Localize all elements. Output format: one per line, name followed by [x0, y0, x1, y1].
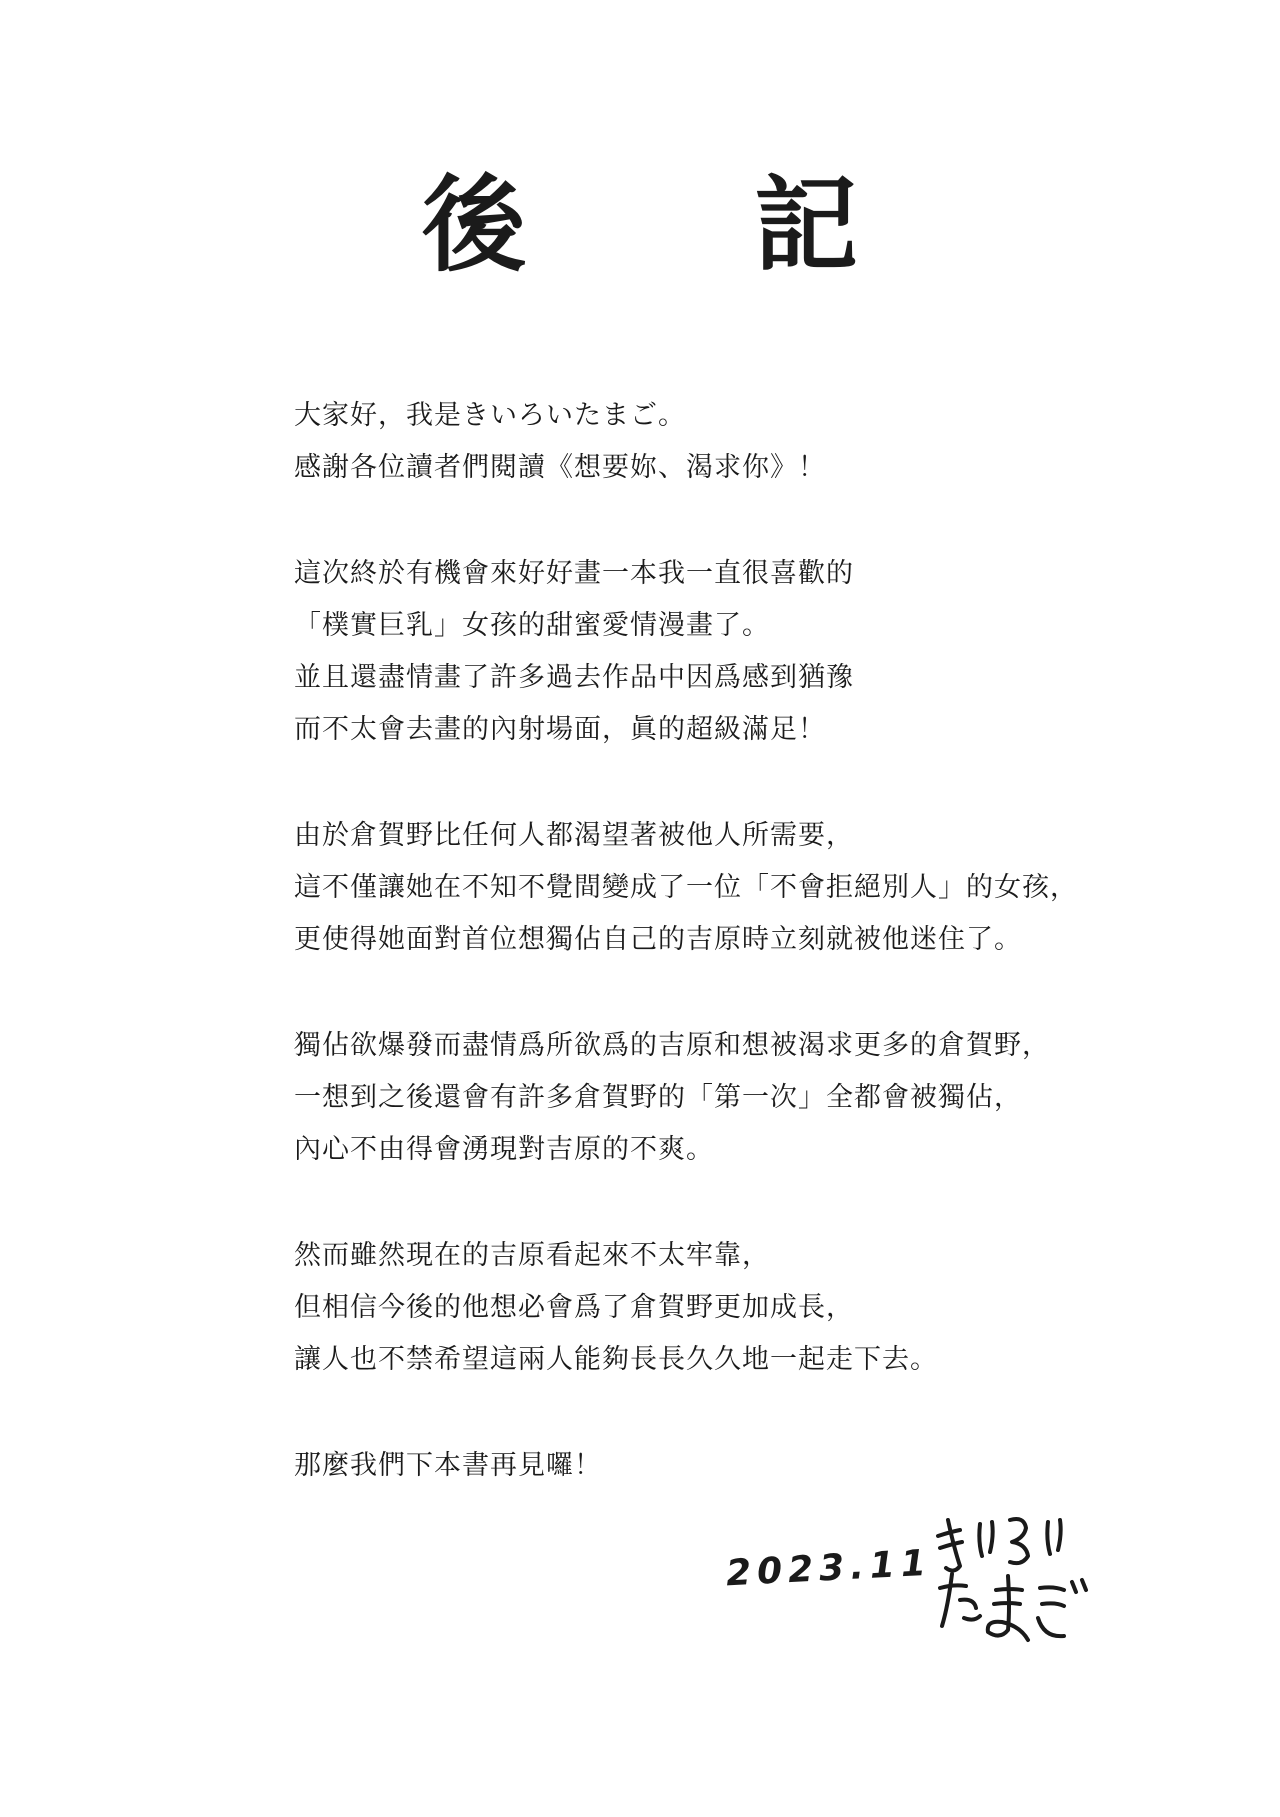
paragraph	[294, 1020, 1194, 1176]
text-line: 然而雖然現在的吉原看起來不太牢靠，	[294, 1240, 770, 1271]
text-line: 「樸實巨乳」女孩的甜蜜愛情漫畫了。	[294, 610, 770, 641]
text-line: 這不僅讓她在不知不覺間變成了一位「不會拒絕別人」的女孩，	[294, 872, 1078, 903]
text-line: 那麼我們下本書再見囉！	[294, 1450, 602, 1481]
text-line: 並且還盡情畫了許多過去作品中因爲感到猶豫	[294, 662, 854, 693]
text-line: 更使得她面對首位想獨佔自己的吉原時立刻就被他迷住了。	[294, 924, 1022, 955]
text-line: 這次終於有機會來好好畫一本我一直很喜歡的	[294, 558, 854, 589]
text-line: 大家好，我是きいろいたまご。	[294, 400, 686, 431]
text-line: 讓人也不禁希望這兩人能夠長長久久地一起走下去。	[294, 1344, 938, 1375]
afterword-body	[294, 390, 1194, 1546]
handwritten-signature	[930, 1508, 1090, 1658]
text-line: 由於倉賀野比任何人都渴望著被他人所需要，	[294, 820, 854, 851]
signature-date: 2023.11	[725, 1542, 933, 1595]
paragraph	[294, 1230, 1194, 1386]
text-line: 一想到之後還會有許多倉賀野的「第一次」全都會被獨佔，	[294, 1082, 1022, 1113]
paragraph	[294, 548, 1194, 756]
text-line: 獨佔欲爆發而盡情爲所欲爲的吉原和想被渴求更多的倉賀野，	[294, 1030, 1050, 1061]
text-line: 但相信今後的他想必會爲了倉賀野更加成長，	[294, 1292, 854, 1323]
text-line: 內心不由得會湧現對吉原的不爽。	[294, 1134, 714, 1165]
text-line: 而不太會去畫的內射場面，眞的超級滿足！	[294, 714, 826, 745]
paragraph	[294, 390, 1194, 494]
page-title: 後 記	[421, 164, 920, 286]
text-line: 感謝各位讀者們閱讀《想要妳、渴求你》！	[294, 452, 826, 483]
paragraph	[294, 1440, 1194, 1492]
paragraph	[294, 810, 1194, 966]
